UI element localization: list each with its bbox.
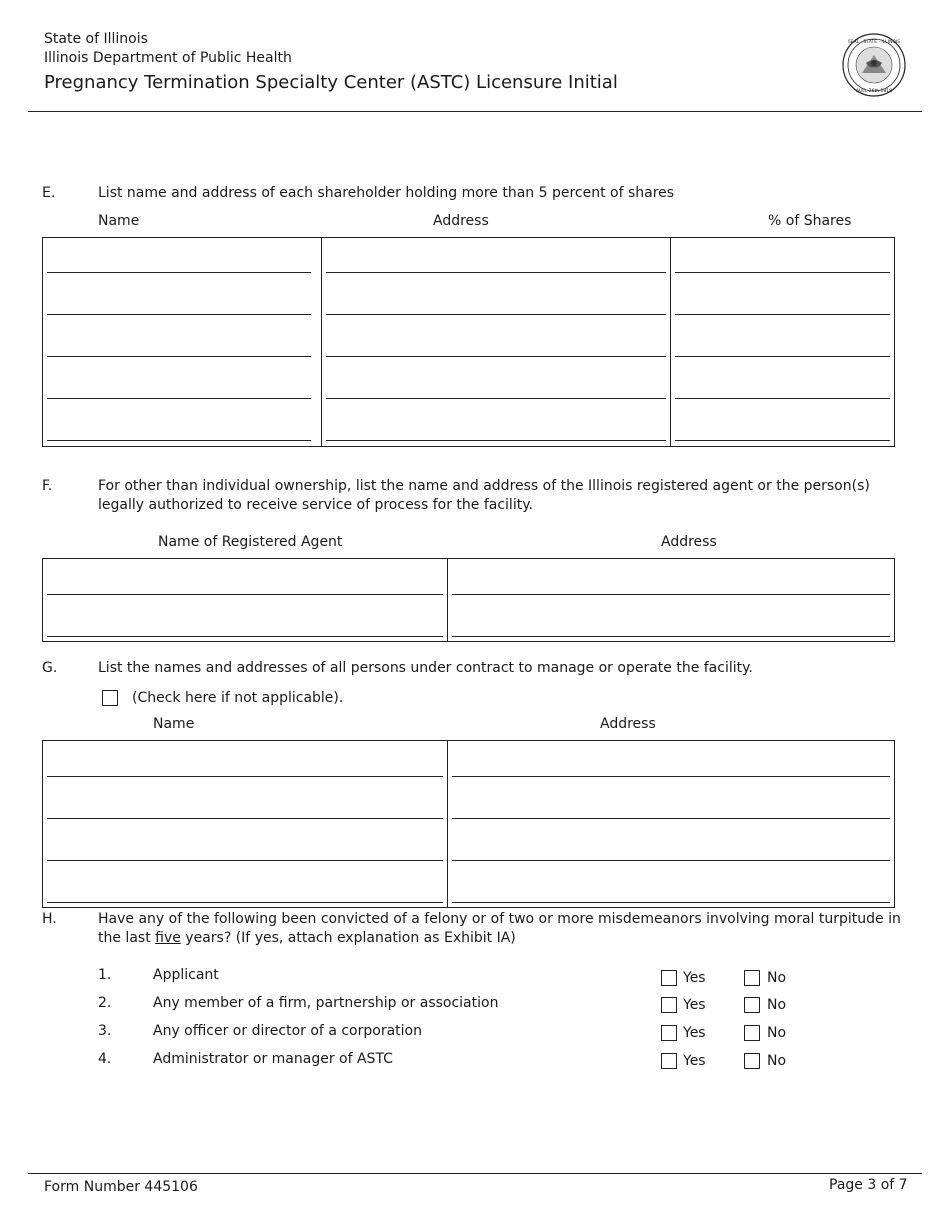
section-f-letter: F. [42, 478, 53, 494]
section-h-text-pre: the last [98, 930, 156, 946]
table-divider [670, 238, 671, 446]
shareholder-address-field[interactable] [326, 356, 666, 357]
section-h-text-post: years? (If yes, attach explanation as Exhibit IA) [180, 930, 516, 946]
shareholder-table [42, 237, 895, 447]
svg-text:AUG. 26th 1818: AUG. 26th 1818 [856, 89, 892, 94]
yes-label: Yes [683, 1025, 706, 1041]
footer-divider [28, 1173, 922, 1174]
section-f-col-address: Address [661, 534, 717, 550]
manager-address-field[interactable] [452, 902, 890, 903]
manager-name-field[interactable] [47, 902, 443, 903]
table-divider [447, 741, 448, 907]
applicant-yes-checkbox[interactable] [661, 970, 677, 986]
manager-name-field[interactable] [47, 818, 443, 819]
shareholder-address-field[interactable] [326, 314, 666, 315]
shareholder-shares-field[interactable] [675, 356, 890, 357]
state-seal-icon [842, 33, 906, 97]
department-name: Illinois Department of Public Health [44, 50, 292, 66]
question-number: 4. [98, 1051, 112, 1067]
section-g-col-name: Name [153, 716, 195, 732]
section-f-text-line1: For other than individual ownership, list the name and address of the Illinois registered agent or the person(s) [98, 478, 870, 494]
firm-member-no-checkbox[interactable] [744, 997, 760, 1013]
header-divider [28, 111, 922, 112]
shareholder-address-field[interactable] [326, 440, 666, 441]
question-firm-member: Any member of a firm, partnership or association [153, 995, 499, 1011]
section-e-text: List name and address of each shareholder holding more than 5 percent of shares [98, 185, 675, 201]
not-applicable-label: (Check here if not applicable). [132, 690, 344, 706]
yes-label: Yes [683, 970, 706, 986]
page-number: Page 3 of 7 [829, 1177, 908, 1193]
section-e-col-name: Name [98, 213, 140, 229]
officer-yes-checkbox[interactable] [661, 1025, 677, 1041]
section-h-letter: H. [42, 911, 57, 927]
section-h-text-line1: Have any of the following been convicted of a felony or of two or more misdemeanors involving moral turpitude in [98, 911, 901, 927]
question-number: 2. [98, 995, 112, 1011]
manager-address-field[interactable] [452, 860, 890, 861]
table-divider [321, 238, 322, 446]
section-e-letter: E. [42, 185, 56, 201]
shareholder-shares-field[interactable] [675, 398, 890, 399]
shareholder-shares-field[interactable] [675, 272, 890, 273]
shareholder-shares-field[interactable] [675, 314, 890, 315]
question-number: 3. [98, 1023, 112, 1039]
firm-member-yes-checkbox[interactable] [661, 997, 677, 1013]
administrator-no-checkbox[interactable] [744, 1053, 760, 1069]
applicant-no-checkbox[interactable] [744, 970, 760, 986]
agent-address-field[interactable] [452, 594, 890, 595]
shareholder-address-field[interactable] [326, 272, 666, 273]
not-applicable-checkbox[interactable] [102, 690, 118, 706]
shareholder-name-field[interactable] [47, 356, 311, 357]
no-label: No [767, 1025, 787, 1041]
shareholder-name-field[interactable] [47, 272, 311, 273]
table-divider [447, 559, 448, 641]
yes-label: Yes [683, 1053, 706, 1069]
question-applicant: Applicant [153, 967, 219, 983]
svg-text:SEAL · STATE · ILLINOIS: SEAL · STATE · ILLINOIS [847, 40, 901, 45]
question-number: 1. [98, 967, 112, 983]
shareholder-name-field[interactable] [47, 440, 311, 441]
section-e-col-shares: % of Shares [768, 213, 852, 229]
administrator-yes-checkbox[interactable] [661, 1053, 677, 1069]
agent-name-field[interactable] [47, 594, 443, 595]
no-label: No [767, 997, 787, 1013]
question-officer: Any officer or director of a corporation [153, 1023, 422, 1039]
agent-name-field[interactable] [47, 636, 443, 637]
manager-address-field[interactable] [452, 776, 890, 777]
question-administrator: Administrator or manager of ASTC [153, 1051, 393, 1067]
section-f-text-line2: legally authorized to receive service of process for the facility. [98, 497, 533, 513]
no-label: No [767, 1053, 787, 1069]
section-h-emphasis: five [155, 930, 181, 946]
form-title: Pregnancy Termination Specialty Center (ASTC) Licensure Initial [44, 72, 618, 93]
section-g-col-address: Address [600, 716, 656, 732]
officer-no-checkbox[interactable] [744, 1025, 760, 1041]
shareholder-shares-field[interactable] [675, 440, 890, 441]
state-name: State of Illinois [44, 31, 148, 47]
section-h-text-line2 [98, 930, 516, 946]
management-contract-table [42, 740, 895, 908]
shareholder-address-field[interactable] [326, 398, 666, 399]
manager-name-field[interactable] [47, 860, 443, 861]
manager-name-field[interactable] [47, 776, 443, 777]
section-g-letter: G. [42, 660, 58, 676]
registered-agent-table [42, 558, 895, 642]
form-number: Form Number 445106 [44, 1179, 198, 1195]
section-e-col-address: Address [433, 213, 489, 229]
section-g-text: List the names and addresses of all persons under contract to manage or operate the facility. [98, 660, 753, 676]
section-f-col-agent: Name of Registered Agent [158, 534, 343, 550]
shareholder-name-field[interactable] [47, 398, 311, 399]
no-label: No [767, 970, 787, 986]
agent-address-field[interactable] [452, 636, 890, 637]
shareholder-name-field[interactable] [47, 314, 311, 315]
yes-label: Yes [683, 997, 706, 1013]
manager-address-field[interactable] [452, 818, 890, 819]
